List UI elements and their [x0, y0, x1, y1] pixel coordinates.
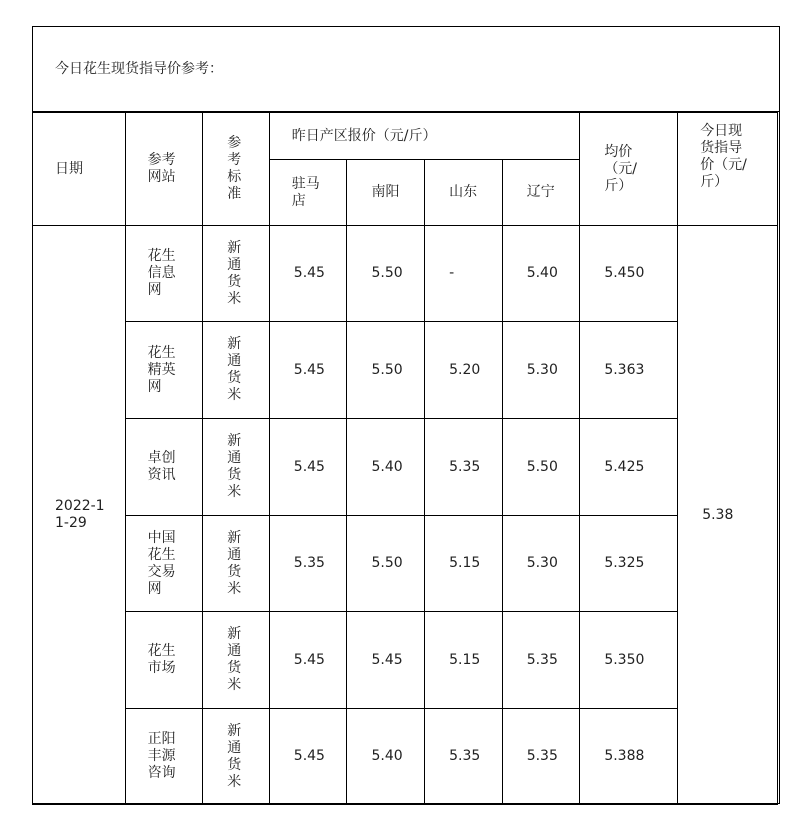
standard-cell: 新通货米	[203, 612, 270, 709]
table-row	[33, 516, 778, 612]
standard-cell: 新通货米	[203, 516, 270, 612]
site-cell: 花生精英网	[125, 322, 203, 419]
price-shandong: 5.15	[425, 612, 503, 709]
header-standard: 参考标准	[203, 113, 270, 226]
table-row	[33, 226, 778, 322]
header-today-price: 今日现货指导价（元/斤）	[678, 113, 778, 226]
price-nanyang: 5.40	[347, 419, 425, 516]
standard-cell: 新通货米	[203, 322, 270, 419]
site-cell: 中国花生交易网	[125, 516, 203, 612]
price-shandong: 5.35	[425, 709, 503, 805]
today-price-cell: 5.38	[678, 226, 778, 805]
price-shandong: -	[425, 226, 503, 322]
price-zhumadian: 5.45	[269, 226, 347, 322]
header-site: 参考网站	[125, 113, 203, 226]
header-region-nanyang: 南阳	[347, 160, 425, 226]
price-nanyang: 5.50	[347, 226, 425, 322]
price-zhumadian: 5.45	[269, 322, 347, 419]
site-cell: 卓创资讯	[125, 419, 203, 516]
standard-cell: 新通货米	[203, 419, 270, 516]
table-row	[33, 612, 778, 709]
price-avg: 5.425	[580, 419, 678, 516]
price-liaoning: 5.30	[502, 516, 580, 612]
standard-cell: 新通货米	[203, 226, 270, 322]
table-caption-cell	[33, 27, 779, 112]
price-liaoning: 5.40	[502, 226, 580, 322]
date-cell: 2022-11-29	[33, 226, 126, 805]
price-avg: 5.363	[580, 322, 678, 419]
header-region-zhumadian: 驻马店	[269, 160, 347, 226]
site-cell: 花生信息网	[125, 226, 203, 322]
price-shandong: 5.35	[425, 419, 503, 516]
table-row	[33, 419, 778, 516]
site-cell: 花生市场	[125, 612, 203, 709]
table-row	[33, 709, 778, 805]
price-avg: 5.388	[580, 709, 678, 805]
header-avg: 均价（元/斤）	[580, 113, 678, 226]
price-avg: 5.350	[580, 612, 678, 709]
site-cell: 正阳丰源咨询	[125, 709, 203, 805]
price-table	[32, 112, 778, 805]
price-liaoning: 5.35	[502, 612, 580, 709]
price-nanyang: 5.45	[347, 612, 425, 709]
price-table-frame	[32, 26, 780, 804]
header-region-group: 昨日产区报价（元/斤）	[269, 113, 580, 160]
price-liaoning: 5.35	[502, 709, 580, 805]
price-nanyang: 5.50	[347, 516, 425, 612]
price-avg: 5.450	[580, 226, 678, 322]
price-zhumadian: 5.45	[269, 709, 347, 805]
standard-cell: 新通货米	[203, 709, 270, 805]
price-nanyang: 5.50	[347, 322, 425, 419]
price-zhumadian: 5.45	[269, 612, 347, 709]
price-liaoning: 5.30	[502, 322, 580, 419]
price-zhumadian: 5.45	[269, 419, 347, 516]
header-region-liaoning: 辽宁	[502, 160, 580, 226]
table-caption: 今日花生现货指导价参考：	[55, 61, 223, 77]
table-row	[33, 322, 778, 419]
price-avg: 5.325	[580, 516, 678, 612]
price-zhumadian: 5.35	[269, 516, 347, 612]
price-nanyang: 5.40	[347, 709, 425, 805]
price-liaoning: 5.50	[502, 419, 580, 516]
price-shandong: 5.15	[425, 516, 503, 612]
header-date: 日期	[33, 113, 126, 226]
price-shandong: 5.20	[425, 322, 503, 419]
header-region-shandong: 山东	[425, 160, 503, 226]
